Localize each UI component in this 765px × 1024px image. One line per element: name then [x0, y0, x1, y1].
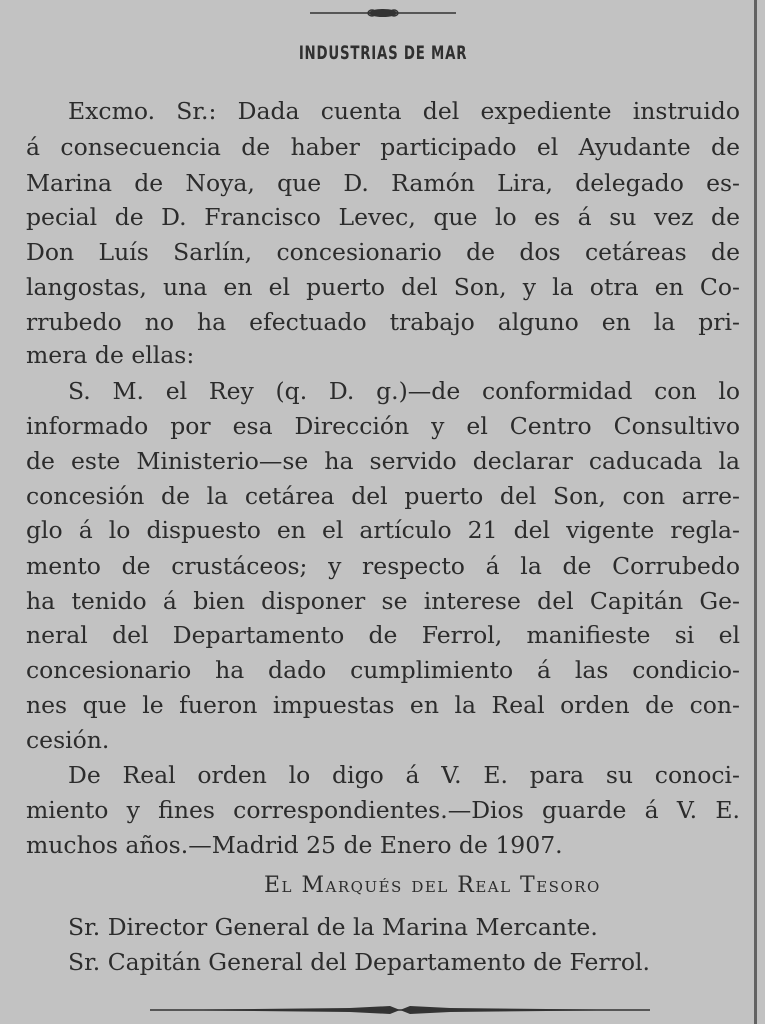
- body-line: mera de ellas:: [26, 341, 195, 369]
- body-line: neral del Departamento de Ferrol, manifieste si el: [26, 621, 740, 649]
- body-line: concesionario ha dado cumplimiento á las condicio-: [26, 656, 740, 684]
- body-line: Marina de Noya, que D. Ramón Lira, delegado es-: [26, 169, 740, 197]
- body-line: De Real orden lo digo á V. E. para su conoci-: [68, 761, 740, 789]
- body-line: pecial de D. Francisco Levec, que lo es á su vez de: [26, 203, 740, 231]
- body-line: mento de crustáceos; y respecto á la de Corrubedo: [26, 552, 740, 580]
- addressee-line: Sr. Director General de la Marina Mercante.: [68, 913, 598, 941]
- body-line: rrubedo no ha efectuado trabajo alguno en la pri-: [26, 308, 740, 336]
- body-line: cesión.: [26, 726, 110, 754]
- section-heading: INDUSTRIAS DE MAR: [298, 42, 468, 64]
- body-line: miento y fines correspondientes.—Dios guarde á V. E.: [26, 796, 740, 824]
- body-line: muchos años.—Madrid 25 de Enero de 1907.: [26, 831, 563, 859]
- bottom-ornament: [150, 1002, 650, 1018]
- body-line: langostas, una en el puerto del Son, y la otra en Co-: [26, 273, 740, 301]
- body-line: Excmo. Sr.: Dada cuenta del expediente instruido: [68, 97, 740, 125]
- body-line: Don Luís Sarlín, concesionario de dos cetáreas de: [26, 238, 740, 266]
- top-ornament: [310, 7, 456, 19]
- body-line: concesión de la cetárea del puerto del Son, con arre-: [26, 482, 740, 510]
- body-line: á consecuencia de haber participado el Ayudante de: [26, 133, 740, 161]
- addressee-line: Sr. Capitán General del Departamento de Ferrol.: [68, 948, 651, 976]
- body-line: informado por esa Dirección y el Centro Consultivo: [26, 412, 740, 440]
- body-line: de este Ministerio—se ha servido declarar caducada la: [26, 447, 740, 475]
- signature: El Marqués del Real Tesoro: [264, 873, 601, 898]
- body-line: S. M. el Rey (q. D. g.)—de conformidad con lo: [68, 377, 740, 405]
- body-line: glo á lo dispuesto en el artículo 21 del vigente regla-: [26, 516, 740, 544]
- body-line: nes que le fueron impuestas en la Real orden de con-: [26, 691, 740, 719]
- column-rule: [754, 0, 757, 1024]
- body-line: ha tenido á bien disponer se interese del Capitán Ge-: [26, 587, 740, 615]
